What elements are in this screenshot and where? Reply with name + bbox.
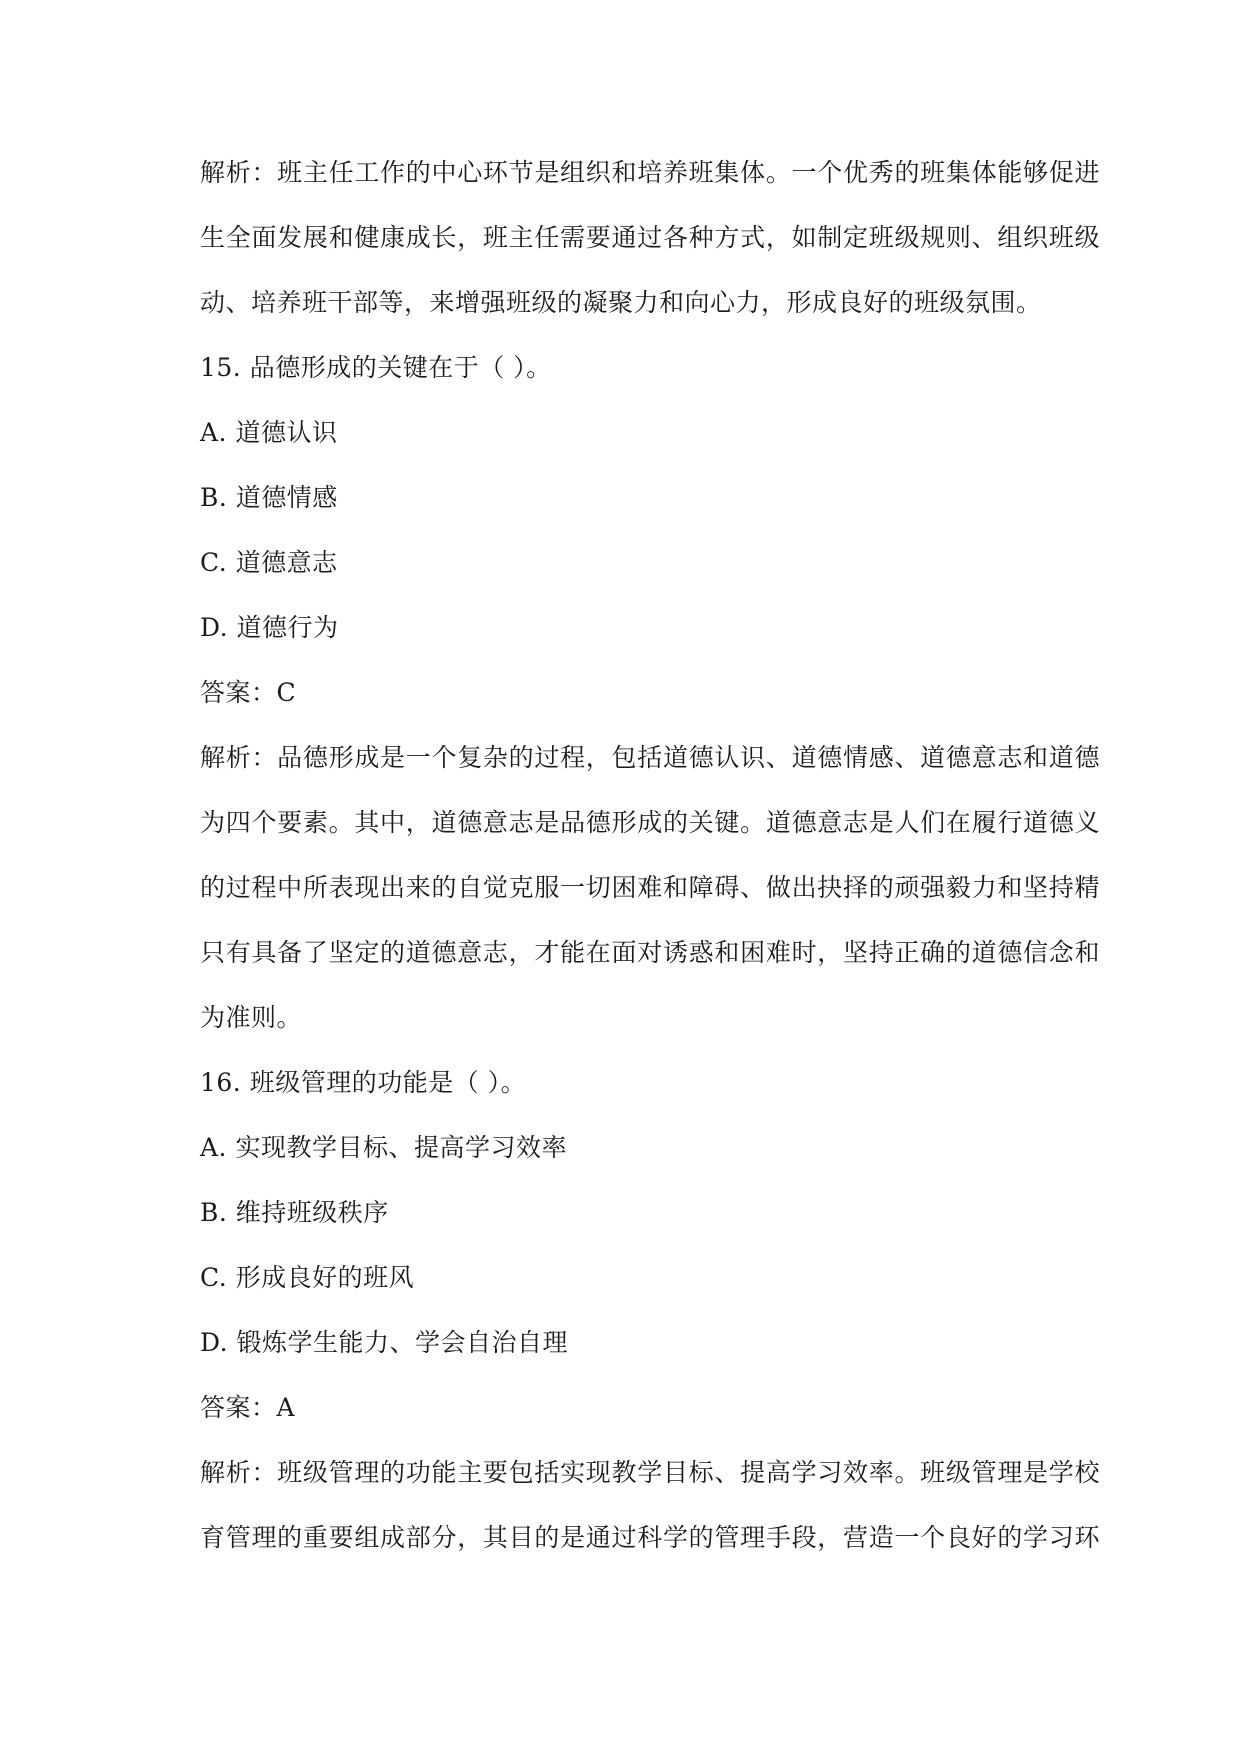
question-15-analysis-line-1: 解析：品德形成是一个复杂的过程，包括道德认识、道德情感、道德意志和道德 [200, 743, 1100, 772]
question-15-analysis-line-5: 为准则。 [200, 1003, 303, 1032]
question-16-analysis-line-1: 解析：班级管理的功能主要包括实现教学目标、提高学习效率。班级管理是学校 [200, 1458, 1100, 1487]
question-15-analysis-line-4: 只有具备了坚定的道德意志，才能在面对诱惑和困难时，坚持正确的道德信念和 [200, 938, 1100, 967]
analysis-line-1: 解析：班主任工作的中心环节是组织和培养班集体。一个优秀的班集体能够促进 [200, 158, 1100, 187]
question-16-option-c: C. 形成良好的班风 [200, 1263, 415, 1292]
question-16-option-b: B. 维持班级秩序 [200, 1198, 389, 1227]
question-15-option-a: A. 道德认识 [200, 418, 338, 447]
question-15-analysis-line-3: 的过程中所表现出来的自觉克服一切困难和障碍、做出抉择的顽强毅力和坚持精 [200, 873, 1100, 902]
question-16-stem: 16. 班级管理的功能是（ ）。 [200, 1068, 527, 1097]
question-15-option-d: D. 道德行为 [200, 613, 339, 642]
question-16-option-d: D. 锻炼学生能力、学会自治自理 [200, 1328, 569, 1357]
question-16-option-a: A. 实现教学目标、提高学习效率 [200, 1133, 567, 1162]
question-15-option-c: C. 道德意志 [200, 548, 338, 577]
document-page [200, 140, 1100, 1570]
question-15-answer: 答案：C [200, 678, 297, 707]
analysis-line-3: 动、培养班干部等，来增强班级的凝聚力和向心力，形成良好的班级氛围。 [200, 288, 1042, 317]
question-16-analysis-line-2: 育管理的重要组成部分，其目的是通过科学的管理手段，营造一个良好的学习环 [200, 1523, 1100, 1552]
question-15-option-b: B. 道德情感 [200, 483, 338, 512]
question-15-stem: 15. 品德形成的关键在于（ ）。 [200, 353, 552, 382]
question-15-analysis-line-2: 为四个要素。其中，道德意志是品德形成的关键。道德意志是人们在履行道德义 [200, 808, 1100, 837]
question-16-answer: 答案：A [200, 1393, 296, 1422]
analysis-line-2: 生全面发展和健康成长，班主任需要通过各种方式，如制定班级规则、组织班级 [200, 223, 1100, 252]
